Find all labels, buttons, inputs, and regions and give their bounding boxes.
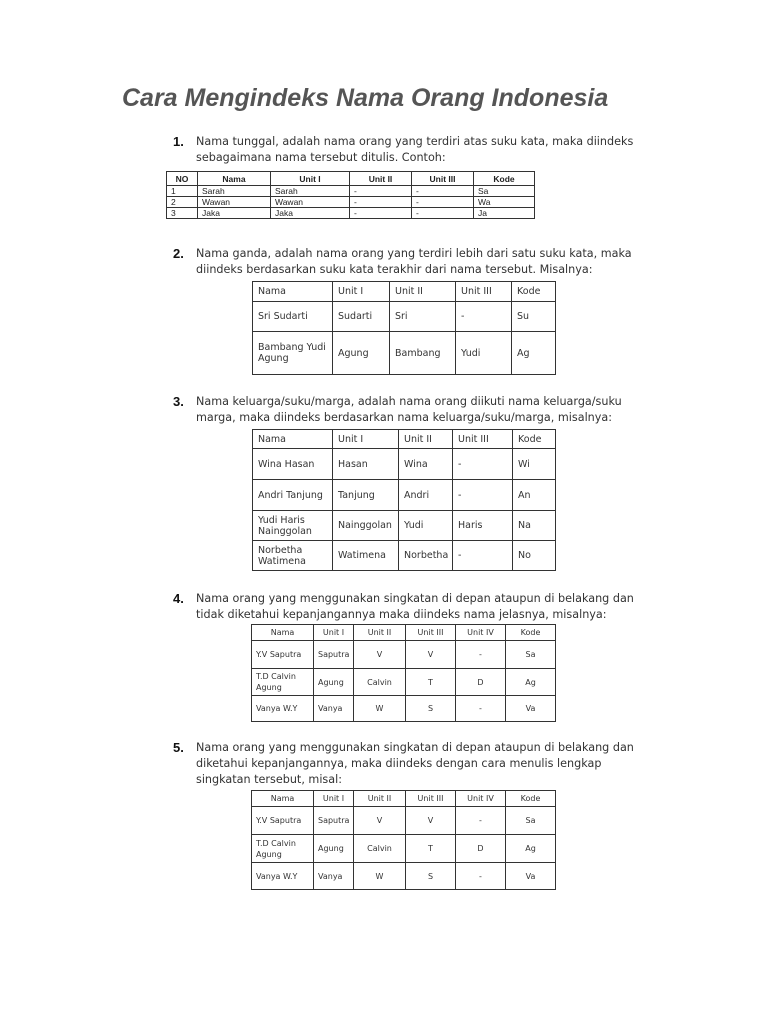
column-header: Unit I [333,282,390,302]
table-cell: - [453,541,513,571]
column-header: Unit III [406,791,456,807]
table-cell: Nainggolan [333,511,399,541]
column-header: Nama [253,430,333,449]
table-cell: Tanjung [333,480,399,511]
table-abbreviation-known [251,790,556,890]
table-cell: - [453,480,513,511]
table-cell: Agung [333,332,390,375]
table-cell: - [456,696,506,722]
column-header: Unit III [412,172,474,186]
table-row [253,480,556,511]
table-cell: Va [506,696,556,722]
table-cell: T [406,669,456,696]
table-cell: V [406,807,456,835]
item-text: Nama ganda, adalah nama orang yang terdiri lebih dari satu suku kata, maka diindeks berdasarkan suku kata terakhir dari nama tersebut. Misalnya: [196,247,632,276]
table-row [167,208,535,219]
table-cell: V [354,641,406,669]
table-cell: Norbetha Watimena [253,541,333,571]
table-cell: Ag [506,669,556,696]
column-header: Unit I [314,791,354,807]
column-header: Kode [513,430,556,449]
table-row [252,641,556,669]
item-number: 2. [173,246,184,261]
table-cell: Jaka [271,208,350,219]
column-header: Unit I [314,625,354,641]
column-header: Nama [252,791,314,807]
column-header: Unit I [271,172,350,186]
column-header: Kode [506,625,556,641]
column-header: Nama [252,625,314,641]
page-title: Cara Mengindeks Nama Orang Indonesia [122,84,609,112]
table-cell: Sarah [198,186,271,197]
table-cell: - [412,197,474,208]
table-row [253,541,556,571]
table-cell: 1 [167,186,198,197]
table-row [253,332,556,375]
table-cell: - [350,197,412,208]
table-cell: T [406,835,456,863]
column-header: Kode [506,791,556,807]
column-header: Unit II [399,430,453,449]
table-row [167,186,535,197]
table-cell: D [456,669,506,696]
table-cell: 2 [167,197,198,208]
column-header: Unit II [354,791,406,807]
table-cell: Vanya [314,696,354,722]
table-cell: - [453,449,513,480]
table-cell: Wina Hasan [253,449,333,480]
table-cell: Sa [474,186,535,197]
table-cell: T.D Calvin Agung [252,835,314,863]
table-cell: S [406,863,456,890]
column-header: Unit II [390,282,456,302]
item-number: 1. [173,134,184,149]
column-header: Unit I [333,430,399,449]
table-cell: Haris [453,511,513,541]
table-row [252,669,556,696]
table-row [252,863,556,890]
column-header: Kode [512,282,556,302]
table-cell: - [350,208,412,219]
table-row [252,835,556,863]
table-cell: Andri [399,480,453,511]
table-cell: Vanya [314,863,354,890]
table-cell: Yudi Haris Nainggolan [253,511,333,541]
item-number: 5. [173,740,184,755]
table-cell: Andri Tanjung [253,480,333,511]
table-cell: W [354,696,406,722]
table-cell: Sri [390,302,456,332]
table-cell: Y.V Saputra [252,807,314,835]
table-cell: Sudarti [333,302,390,332]
column-header: Kode [474,172,535,186]
column-header: Unit III [406,625,456,641]
table-cell: Jaka [198,208,271,219]
column-header: Unit IV [456,625,506,641]
table-cell: 3 [167,208,198,219]
table-header-row [253,282,556,302]
table-cell: - [456,863,506,890]
column-header: Unit III [453,430,513,449]
table-row [167,197,535,208]
table-row [253,302,556,332]
table-cell: S [406,696,456,722]
table-cell: - [456,807,506,835]
table-row [252,696,556,722]
table-cell: Agung [314,835,354,863]
column-header: Unit III [456,282,512,302]
table-cell: Y.V Saputra [252,641,314,669]
table-cell: Vanya W.Y [252,696,314,722]
table-family-name [252,429,556,571]
table-cell: - [456,641,506,669]
table-cell: Hasan [333,449,399,480]
table-cell: Sarah [271,186,350,197]
table-cell: Sa [506,641,556,669]
table-row [252,807,556,835]
table-cell: Na [513,511,556,541]
table-cell: Bambang Yudi Agung [253,332,333,375]
table-cell: - [412,208,474,219]
table-cell: An [513,480,556,511]
table-cell: Va [506,863,556,890]
item-number: 3. [173,394,184,409]
table-cell: Yudi [456,332,512,375]
table-header-row [252,625,556,641]
table-single-name [166,171,535,219]
table-cell: Ag [506,835,556,863]
table-abbreviation-unknown [251,624,556,722]
table-cell: Ag [512,332,556,375]
item-text: Nama keluarga/suku/marga, adalah nama orang diikuti nama keluarga/suku marga, maka diindeks berdasarkan nama keluarga/suku/marga, misalnya: [196,395,622,424]
item-number: 4. [173,591,184,606]
table-cell: Wawan [198,197,271,208]
table-cell: Saputra [314,641,354,669]
table-cell: Saputra [314,807,354,835]
table-header-row [253,430,556,449]
table-cell: Yudi [399,511,453,541]
table-cell: Vanya W.Y [252,863,314,890]
table-cell: Wa [474,197,535,208]
item-text: Nama orang yang menggunakan singkatan di depan ataupun di belakang dan diketahui kepanjangannya, maka diindeks dengan cara menulis lengkap singkatan tersebut, misal: [196,741,634,786]
table-cell: V [406,641,456,669]
table-cell: No [513,541,556,571]
table-cell: Calvin [354,835,406,863]
table-cell: Wi [513,449,556,480]
table-cell: Wina [399,449,453,480]
table-header-row [167,172,535,186]
column-header: Nama [198,172,271,186]
table-cell: Su [512,302,556,332]
table-cell: Agung [314,669,354,696]
column-header: Nama [253,282,333,302]
table-row [253,511,556,541]
table-cell: - [456,302,512,332]
table-cell: - [350,186,412,197]
item-text: Nama orang yang menggunakan singkatan di depan ataupun di belakang dan tidak diketahui kepanjangannya maka diindeks nama jelasnya, misalnya: [196,592,634,621]
column-header: Unit II [350,172,412,186]
table-cell: Watimena [333,541,399,571]
table-cell: D [456,835,506,863]
column-header: NO [167,172,198,186]
table-cell: T.D Calvin Agung [252,669,314,696]
table-cell: Bambang [390,332,456,375]
table-cell: Wawan [271,197,350,208]
table-cell: V [354,807,406,835]
table-cell: Sri Sudarti [253,302,333,332]
table-cell: Sa [506,807,556,835]
table-cell: Ja [474,208,535,219]
column-header: Unit II [354,625,406,641]
table-header-row [252,791,556,807]
item-text: Nama tunggal, adalah nama orang yang terdiri atas suku kata, maka diindeks sebagaimana nama tersebut ditulis. Contoh: [196,135,634,164]
table-cell: Calvin [354,669,406,696]
table-cell: - [412,186,474,197]
table-double-name [252,281,556,375]
table-cell: Norbetha [399,541,453,571]
table-cell: W [354,863,406,890]
table-row [253,449,556,480]
column-header: Unit IV [456,791,506,807]
